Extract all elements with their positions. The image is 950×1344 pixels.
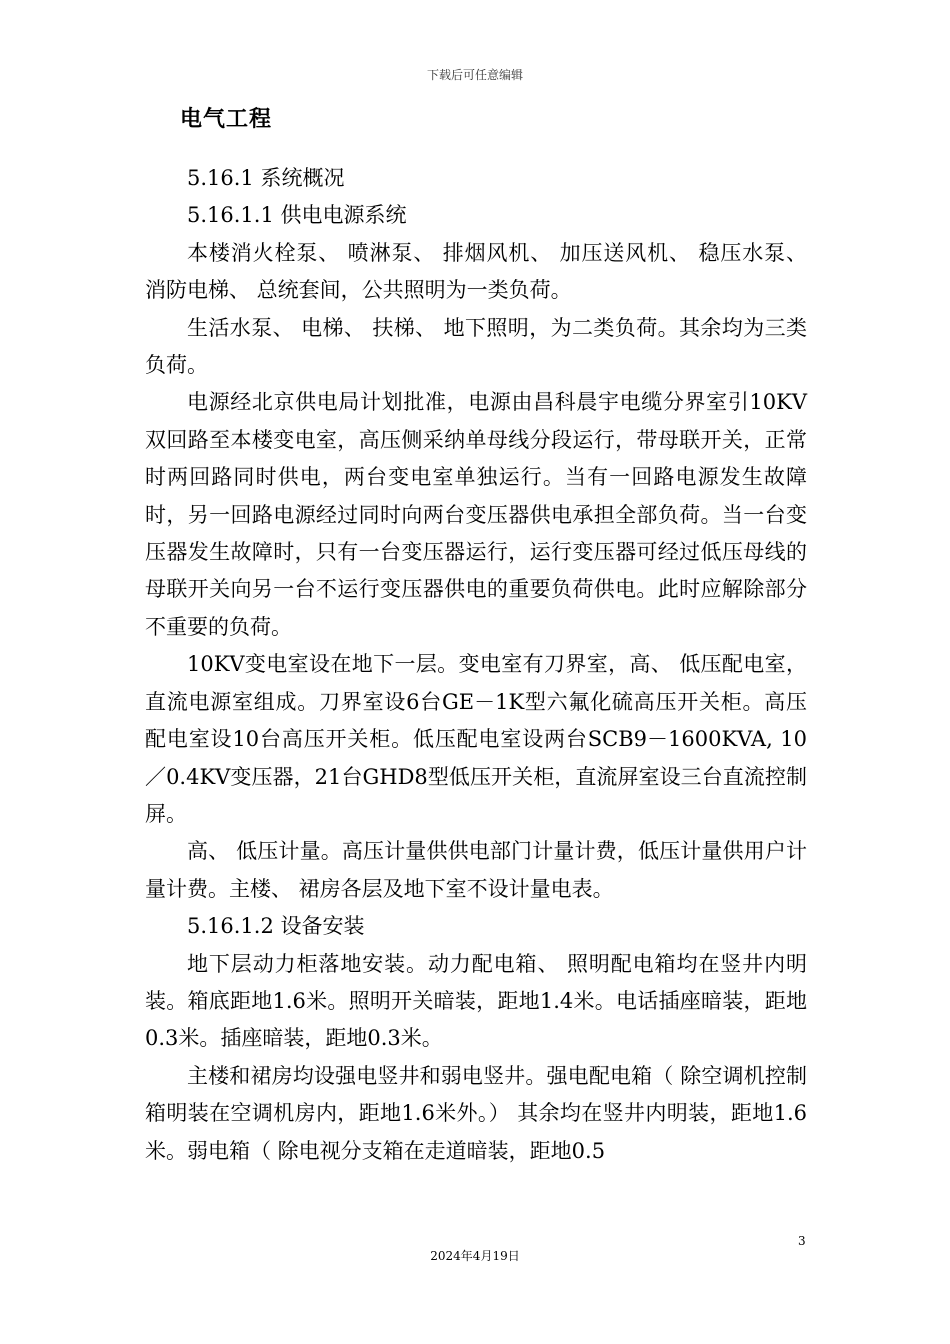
footer-date: 2024年4月19日: [430, 1249, 520, 1263]
page-number: 3: [798, 1234, 806, 1248]
document-body: [145, 160, 807, 1170]
paragraph: 地下层动力柜落地安装。动力配电箱、 照明配电箱均在竖井内明装。箱底距地1.6米。照明开关暗装，距地1.4米。电话插座暗装，距地0.3米。插座暗装，距地0.3米。: [145, 951, 807, 1051]
paragraph: 10KV变电室设在地下一层。变电室有刀界室，高、 低压配电室，直流电源室组成。刀界室设6台GE－1K型六氟化硫高压开关柜。高压配电室设10台高压开关柜。低压配电室设两台SCB9－1600KVA, 10／0.4KV变压器，21台GHD8型低压开关柜，直流屏室设三台直流控制屏。: [145, 652, 807, 826]
paragraph: 生活水泵、 电梯、 扶梯、 地下照明，为二类负荷。其余均为三类负荷。: [145, 315, 807, 378]
section-heading: 5.16.1 系统概况: [187, 166, 345, 190]
paragraph: 主楼和裙房均设强电竖井和弱电竖井。强电配电箱（ 除空调机控制箱明装在空调机房内，距地1.6米外。） 其余均在竖井内明装，距地1.6米。弱电箱（ 除电视分支箱在走道暗装，距地0.5: [145, 1063, 807, 1163]
document-title: 电气工程: [180, 107, 273, 132]
paragraph: 本楼消火栓泵、 喷淋泵、 排烟风机、 加压送风机、 稳压水泵、 消防电梯、 总统套间，公共照明为一类负荷。: [145, 240, 807, 303]
header-note: 下载后可任意编辑: [426, 68, 523, 82]
subsection-heading: 5.16.1.2 设备安装: [187, 914, 365, 939]
paragraph: 高、 低压计量。高压计量供供电部门计量计费，低压计量供用户计量计费。主楼、 裙房各层及地下室不设计量电表。: [145, 839, 807, 901]
subsection-heading: 5.16.1.1 供电电源系统: [187, 203, 407, 228]
paragraph: 电源经北京供电局计划批准，电源由昌科晨宇电缆分界室引10KV双回路至本楼变电室，高压侧采纳单母线分段运行，带母联开关，正常时两回路同时供电，两台变电室单独运行。当有一回路电源发生故障时，另一回路电源经过同时向两台变压器供电承担全部负荷。当一台变压器发生故障时，只有一台变压器运行，运行变压器可经过低压母线的母联开关向另一台不运行变压器供电的重要负荷供电。此时应解除部分不重要的负荷。: [145, 390, 807, 639]
